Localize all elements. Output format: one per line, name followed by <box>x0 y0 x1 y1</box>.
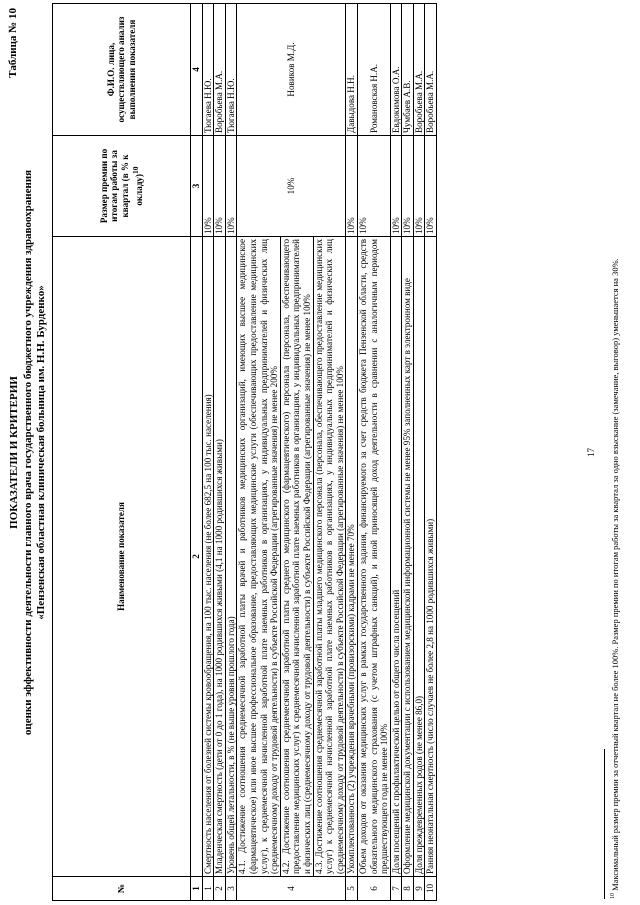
row-number: 7 <box>390 877 402 901</box>
bonus-percent: 10% <box>225 136 237 237</box>
indicator-name: Ранняя неонатальная смертность (число случаев не более 2,8 на 1000 родившихся живыми) <box>425 237 437 877</box>
table-number: Таблица № 10 <box>7 8 19 78</box>
table-row <box>357 4 390 901</box>
responsible-person: Тюгаева Н.Ю. <box>202 4 214 136</box>
row-number: 10 <box>425 877 437 901</box>
bonus-percent: 10% <box>390 136 402 237</box>
header-bonus-size <box>53 136 191 237</box>
header-bonus-text: Размер премии по итогам работы за квартал (в % к окладу) <box>98 148 144 224</box>
row-number: 1 <box>202 877 214 901</box>
indicator-name: Укомплектованность (2) учреждения врачебными (провизорскими) кадрами не менее 70% <box>346 237 358 877</box>
bonus-percent: 10% <box>357 136 390 237</box>
bonus-percent: 10% <box>214 136 226 237</box>
table-row <box>346 4 358 901</box>
indicator-name: Младенческая смертность (дети от 0 до 1 года), на 1000 родившихся живыми (4,1 на 1000 родившихся живыми) <box>214 237 226 877</box>
column-number: 3 <box>191 136 203 237</box>
footnote <box>610 258 620 899</box>
responsible-person: Воробьева М.А. <box>214 4 226 136</box>
header-bonus-footnote-mark: 10 <box>130 166 140 174</box>
indicator-name: Смертность населения от болезней системы кровообращения, на 100 тыс. населения (не более 682,5 на 100 тыс. населения) <box>202 237 214 877</box>
indicator-name: Доля посещений с профилактической целью от общего числа посещений <box>390 237 402 877</box>
bonus-percent: 10% <box>346 136 358 237</box>
row-number: 9 <box>413 877 425 901</box>
bonus-percent: 10% <box>413 136 425 237</box>
responsible-person: Воробьева М.А. <box>413 4 425 136</box>
document-subtitle: оценки эффективности деятельности главного врача государственного бюджетного учреждения здравоохранения <box>22 169 34 736</box>
indicator-name: Оформление медицинской документации с использованием медицинской информационной системы не менее 95% заполненных карт в электронном виде <box>402 237 414 877</box>
responsible-person: Евдокимова О.А. <box>390 4 402 136</box>
bonus-percent: 10% <box>425 136 437 237</box>
row-number: 4 <box>237 877 346 901</box>
bonus-percent: 10% <box>202 136 214 237</box>
table-row <box>237 4 280 901</box>
footnote-text: Максимальный размер премии за отчетный квартал не более 100%. Размер премии по итогам работы за квартал за одно взыскание (замечание, выговор) уменьшается на 30%. <box>610 258 620 891</box>
table-row <box>202 4 214 901</box>
footnote-divider <box>604 749 605 899</box>
table-row <box>390 4 402 901</box>
table-row <box>402 4 414 901</box>
page-number: 17 <box>586 448 596 457</box>
responsible-person: Давыдова Н.Н. <box>346 4 358 136</box>
bonus-percent: 10% <box>402 136 414 237</box>
footnote-mark: 10 <box>610 893 617 899</box>
responsible-person: Тюгаева Н.Ю. <box>225 4 237 136</box>
indicator-subitem: 4.3. Достижение соотношения среднемесячной заработной платы младшего медицинского персонала (персонала, обеспечивающего предоставление медицинских услуг) к среднемесячной начисленной заработной плате наемных работников в организациях, у индивидуальных предпринимателей и физических лиц (среднемесячному доходу от трудовой деятельности) в субъекте Российской Федерации (агрегированные значения) не менее 100% <box>313 237 346 877</box>
indicator-name: Уровень общей летальности, в % (не выше уровня прошлого года) <box>225 237 237 877</box>
column-number: 4 <box>191 4 203 136</box>
document-title: ПОКАЗАТЕЛИ И КРИТЕРИИ <box>8 376 20 529</box>
table-header-row <box>53 4 191 901</box>
responsible-person: Воробьева М.А. <box>425 4 437 136</box>
indicator-name: Доля преждевременных родов (не менее 86,0) <box>413 237 425 877</box>
responsible-person: Новиков М.Д. <box>237 4 346 136</box>
column-number-row <box>191 4 203 901</box>
row-number: 5 <box>346 877 358 901</box>
row-number: 2 <box>214 877 226 901</box>
indicator-name: Объем доходов от оказания медицинских услуг в рамках государственного задания, финансируемого за счет средств бюджета Пензенской области, средств обязательного медицинского страхования (с учетом штрафных санкций), и иной приносящей доход деятельности в сравнении с аналогичным периодом предшествующего года не менее 100% <box>357 237 390 877</box>
row-number: 3 <box>225 877 237 901</box>
table-row <box>225 4 237 901</box>
institution-name: «Пензенская областная клиническая больница им. Н.Н. Бурденко» <box>35 285 47 620</box>
row-number: 6 <box>357 877 390 901</box>
column-number: 1 <box>191 877 203 901</box>
bonus-percent: 10% <box>237 136 346 237</box>
table-row <box>413 4 425 901</box>
header-num: № <box>53 877 191 901</box>
criteria-table <box>52 3 437 901</box>
row-number: 8 <box>402 877 414 901</box>
table-row <box>425 4 437 901</box>
header-responsible-person: Ф.И.О. лица, осуществляющего анализ выполнения показателя <box>53 4 191 136</box>
column-number: 2 <box>191 237 203 877</box>
responsible-person: Чумбаев А.В. <box>402 4 414 136</box>
header-indicator-name: Наименование показателя <box>53 237 191 877</box>
responsible-person: Романовская Н.А. <box>357 4 390 136</box>
table-row <box>214 4 226 901</box>
indicator-subitem: 4.2. Достижение соотношения среднемесячной заработной платы среднего медицинского (фармацевтического) персонала (персонала, обеспечивающего предоставление медицинских услуг) к среднемесячной начисленной заработной плате наемных работников в организациях, у индивидуальных предпринимателей и физических лиц (среднемесячному доходу от трудовой деятельности) в субъекте Российской Федерации (агрегированные значения) не менее 100% <box>280 237 313 877</box>
indicator-subitem: 4.1. Достижение соотношения среднемесячной заработной платы врачей и работников медицинских организаций, имеющих высшее медицинское (фармацевтическое) или иное высшее профессиональное образование, предоставляющих медицинские услуги (обеспечивающих предоставление медицинских услуг), к среднемесячной начисленной заработной плате наемных работников в организациях, у индивидуальных предпринимателей и физических лиц (среднемесячному доходу от трудовой деятельности) в субъекте Российской Федерации (агрегированные значения) не менее 200% <box>237 237 280 877</box>
